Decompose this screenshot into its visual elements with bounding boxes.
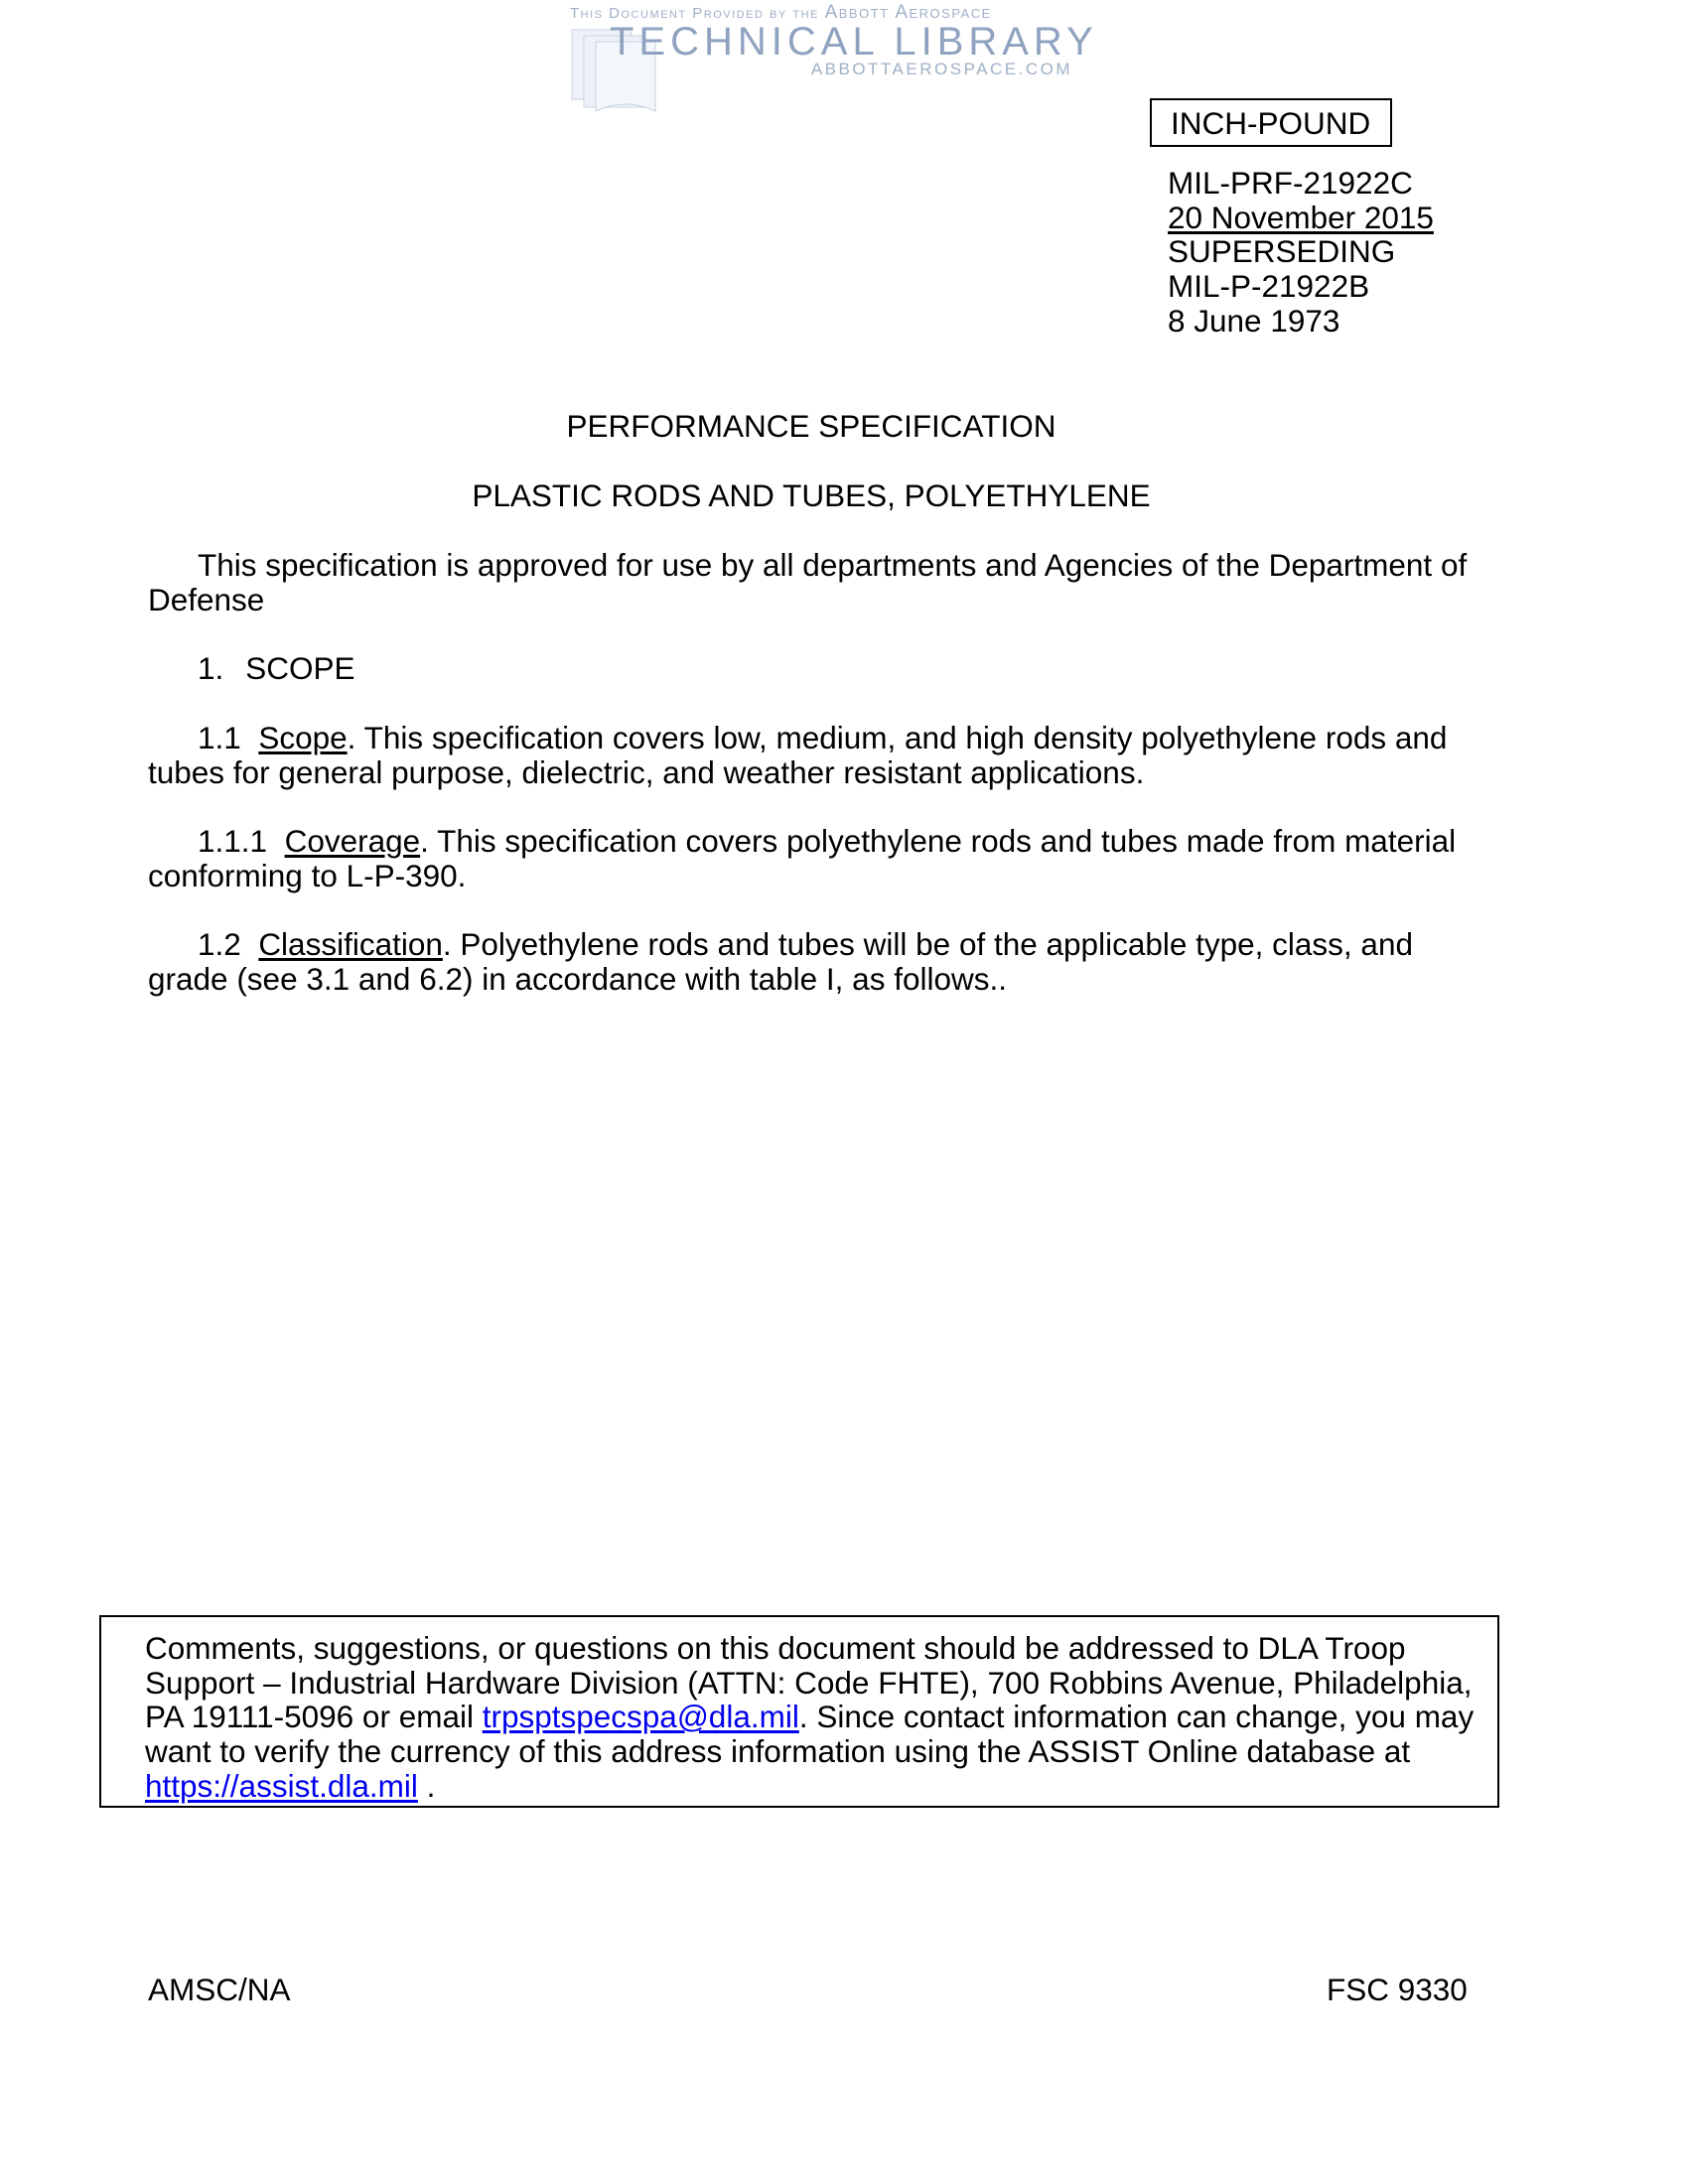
paragraph-heading: Scope <box>258 720 348 755</box>
comments-text-end: . <box>417 1767 436 1804</box>
paragraph-1-1-1 <box>148 824 1478 892</box>
comments-text-continued: . Since contact information can change, you may want to verify the currency of this address information using the ASSIST Online database at <box>145 1699 1475 1770</box>
paragraph-number: 1.1.1 <box>198 823 268 859</box>
amsc-code: AMSC/NA <box>148 1972 291 2007</box>
paragraph-text: . Polyethylene rods and tubes will be of the applicable type, class, and grade (see 3.1 and 6.2) in accordance with table I, as follows.. <box>148 926 1413 997</box>
paragraph-number: 1.1 <box>198 720 241 755</box>
doc-date: 20 November 2015 <box>1168 199 1434 235</box>
assist-url-link[interactable]: https://assist.dla.mil <box>145 1767 418 1804</box>
paragraph-1-2 <box>148 927 1478 996</box>
section-number: 1. <box>198 650 224 686</box>
watermark-site: ABBOTTAEROSPACE.COM <box>810 60 1072 78</box>
paragraph-text: . This specification covers polyethylene rods and tubes made from material conforming to L-P-390. <box>148 823 1457 893</box>
paragraph-heading: Coverage <box>284 823 421 859</box>
paragraph-1-1 <box>148 721 1478 789</box>
doc-number: MIL-PRF-21922C <box>1168 165 1413 201</box>
paragraph-text: . This specification covers low, medium, and high density polyethylene rods and tubes for general purpose, dielectric, and weather resistant applications. <box>148 720 1448 790</box>
superseded-number: MIL-P-21922B <box>1168 268 1370 305</box>
comments-text: Comments, suggestions, or questions on this document should be addressed to DLA Troop Support – Industrial Hardware Division (ATTN: Code FHTE), 700 Robbins Avenue, Philadelphia, PA 19111-5096 or email <box>145 1630 1473 1735</box>
watermark-title: TECHNICAL LIBRARY <box>610 20 1098 64</box>
document-info <box>1168 166 1434 339</box>
section-1-heading <box>148 651 1478 686</box>
paragraph-heading: Classification <box>258 926 443 962</box>
fsc-code: FSC 9330 <box>1327 1972 1468 2007</box>
spec-type-title: PERFORMANCE SPECIFICATION <box>566 408 1056 444</box>
email-link[interactable]: trpsptspecspa@dla.mil <box>482 1699 799 1735</box>
units-box: INCH-POUND <box>1150 98 1392 147</box>
watermark-logo <box>570 2 1098 115</box>
paragraph-number: 1.2 <box>198 926 241 962</box>
spec-subject-title: PLASTIC RODS AND TUBES, POLYETHYLENE <box>472 478 1151 513</box>
section-title: SCOPE <box>245 650 355 686</box>
superseding-label: SUPERSEDING <box>1168 233 1396 270</box>
superseded-date: 8 June 1973 <box>1168 302 1340 339</box>
watermark-provided-by: This Document Provided by the Abbott Aerospace <box>570 2 992 23</box>
comments-box <box>99 1615 1499 1808</box>
approval-paragraph <box>148 548 1478 616</box>
approval-text: This specification is approved for use by all departments and Agencies of the Department of Defense <box>148 547 1468 617</box>
